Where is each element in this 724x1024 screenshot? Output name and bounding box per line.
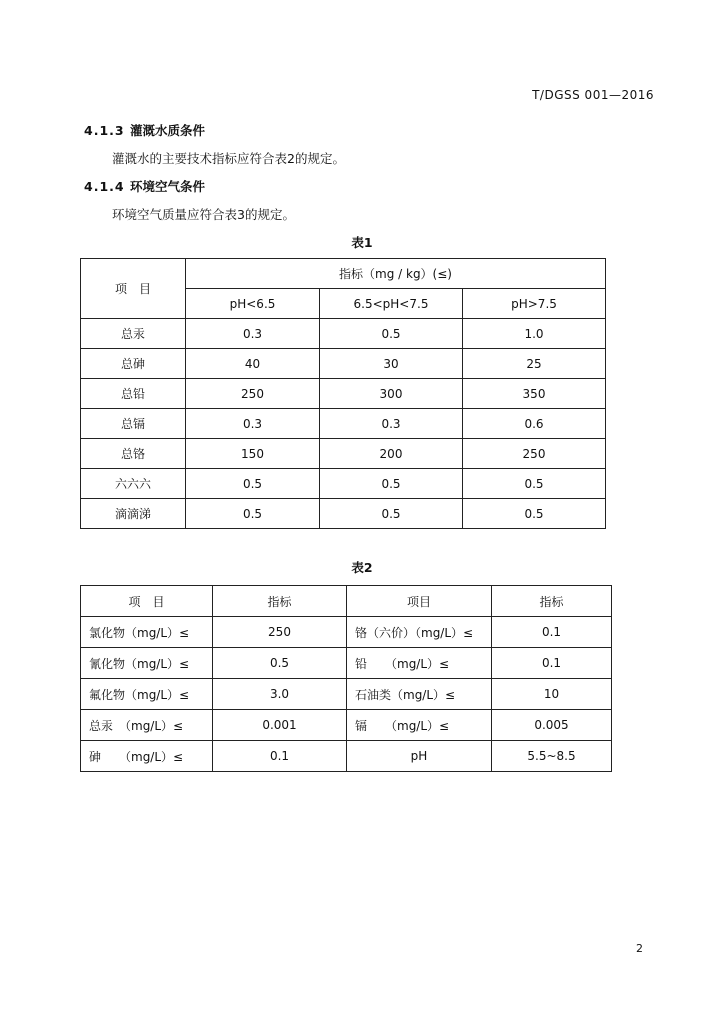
row-item: 总砷	[81, 349, 186, 379]
cell-value: 250	[186, 379, 320, 409]
cell-value: 250	[213, 617, 347, 648]
cell-value: 5.5~8.5	[492, 741, 612, 772]
cell-value: 350	[463, 379, 606, 409]
table-row	[81, 679, 612, 710]
table-row	[81, 319, 606, 349]
section-4-1-4-heading	[84, 177, 205, 195]
row-item: 滴滴涕	[81, 499, 186, 529]
cell-value: 1.0	[463, 319, 606, 349]
section-4-1-4-text: 环境空气质量应符合表3的规定。	[112, 207, 295, 222]
row-item: 六六六	[81, 469, 186, 499]
section-title: 环境空气条件	[130, 179, 206, 194]
table2-header: 项目	[347, 586, 492, 617]
item-label: 铅 （mg/L）≤	[347, 648, 492, 679]
table2-caption: 表2	[351, 560, 373, 575]
table-row	[81, 499, 606, 529]
cell-value: 0.5	[213, 648, 347, 679]
page-number: 2	[636, 942, 643, 955]
table1-caption: 表1	[351, 235, 373, 250]
table-row	[81, 741, 612, 772]
row-item: 总铬	[81, 439, 186, 469]
cell-value: 3.0	[213, 679, 347, 710]
item-label: 氯化物（mg/L）≤	[81, 617, 213, 648]
cell-value: 0.5	[463, 499, 606, 529]
table1-item-header: 项 目	[81, 259, 186, 319]
cell-value: 0.5	[320, 319, 463, 349]
row-item: 总汞	[81, 319, 186, 349]
table-row	[81, 439, 606, 469]
cell-value: 150	[186, 439, 320, 469]
item-label: 总汞 （mg/L）≤	[81, 710, 213, 741]
cell-value: 0.3	[320, 409, 463, 439]
cell-value: 0.3	[186, 409, 320, 439]
section-4-1-3-text: 灌溉水的主要技术指标应符合表2的规定。	[112, 151, 345, 166]
table2-header: 指标	[492, 586, 612, 617]
item-label: 氟化物（mg/L）≤	[81, 679, 213, 710]
cell-value: 250	[463, 439, 606, 469]
cell-value: 10	[492, 679, 612, 710]
item-label: pH	[347, 741, 492, 772]
item-label: 氰化物（mg/L）≤	[81, 648, 213, 679]
table-row	[81, 617, 612, 648]
cell-value: 0.5	[320, 499, 463, 529]
cell-value: 0.1	[492, 617, 612, 648]
soil-limits-table	[80, 258, 606, 529]
section-number: 4.1.3	[84, 123, 125, 138]
cell-value: 0.6	[463, 409, 606, 439]
table2-header: 项 目	[81, 586, 213, 617]
section-title: 灌溉水质条件	[130, 123, 206, 138]
table-row	[81, 648, 612, 679]
table-row	[81, 349, 606, 379]
cell-value: 0.5	[463, 469, 606, 499]
cell-value: 0.5	[186, 499, 320, 529]
cell-value: 40	[186, 349, 320, 379]
item-label: 铬（六价）（mg/L）≤	[347, 617, 492, 648]
table1-column-header: pH<6.5	[186, 289, 320, 319]
item-label: 石油类（mg/L）≤	[347, 679, 492, 710]
cell-value: 30	[320, 349, 463, 379]
cell-value: 0.005	[492, 710, 612, 741]
table1-group-header: 指标（mg / kg）(≤)	[186, 259, 606, 289]
table-row	[81, 409, 606, 439]
document-code: T/DGSS 001—2016	[532, 88, 654, 102]
row-item: 总铅	[81, 379, 186, 409]
item-label: 砷 （mg/L）≤	[81, 741, 213, 772]
cell-value: 0.001	[213, 710, 347, 741]
row-item: 总镉	[81, 409, 186, 439]
table-row	[81, 710, 612, 741]
section-4-1-3-heading	[84, 121, 205, 139]
cell-value: 25	[463, 349, 606, 379]
table2-header: 指标	[213, 586, 347, 617]
cell-value: 200	[320, 439, 463, 469]
cell-value: 0.5	[186, 469, 320, 499]
water-quality-table	[80, 585, 612, 772]
cell-value: 300	[320, 379, 463, 409]
section-number: 4.1.4	[84, 179, 125, 194]
cell-value: 0.1	[492, 648, 612, 679]
cell-value: 0.1	[213, 741, 347, 772]
table1-column-header: pH>7.5	[463, 289, 606, 319]
table-row	[81, 469, 606, 499]
cell-value: 0.3	[186, 319, 320, 349]
table1-column-header: 6.5<pH<7.5	[320, 289, 463, 319]
cell-value: 0.5	[320, 469, 463, 499]
table-row	[81, 379, 606, 409]
item-label: 镉 （mg/L）≤	[347, 710, 492, 741]
